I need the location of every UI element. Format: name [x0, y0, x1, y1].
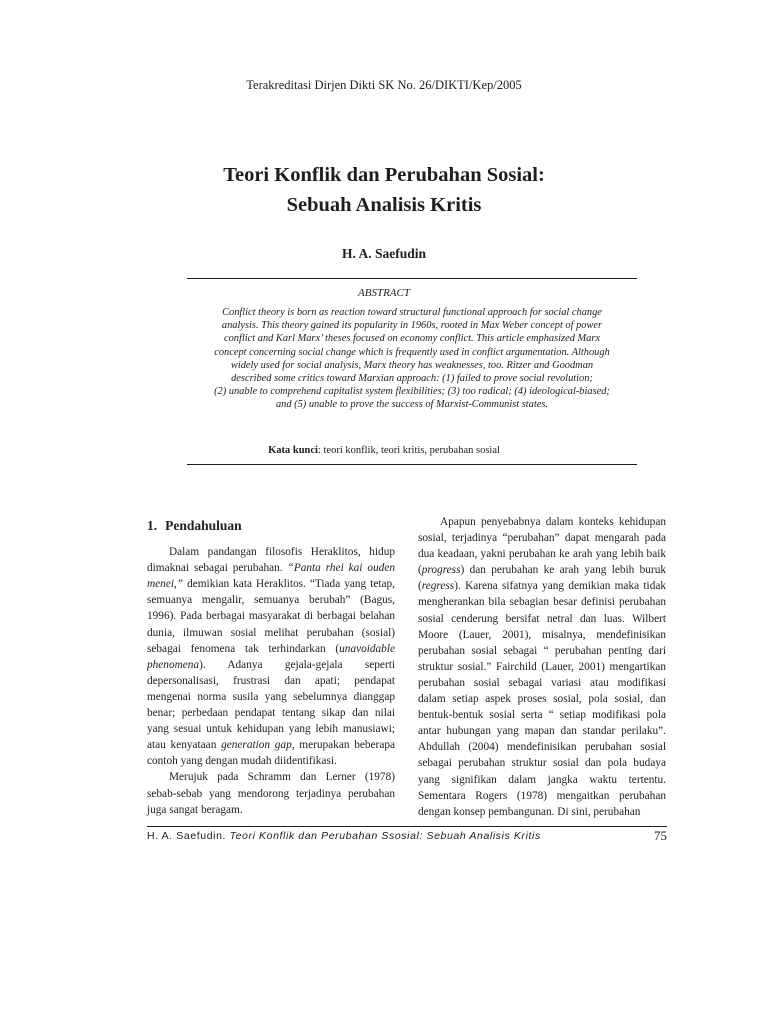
text-run: demikian kata Heraklitos. “Tiada yang tetap, semuanya mengalir, semuanya berubah” (Bagus, 1996). Pada berbagai masyarakat di berbagai belahan dunia, ilmuwan sosial melihat perubahan (sosial) sebagai fenomena tak terhindarkan (: [147, 578, 395, 655]
intro-paragraph-1: [147, 544, 395, 769]
article-title-line-2: Sebuah Analisis Kritis: [286, 194, 482, 216]
abstract-line: and (5) unable to prove the success of Marxist-Communist states.: [275, 399, 549, 411]
text-run: ) dan perubahan ke arah yang lebih buruk (: [418, 564, 666, 593]
abstract-line: Conflict theory is born as reaction toward structural functional approach for social change: [222, 307, 602, 318]
italic-term: unavoidable phenomena: [147, 642, 395, 671]
abstract-bottom-rule: [187, 464, 637, 465]
abstract-top-rule: [187, 278, 637, 279]
abstract-text: [182, 306, 642, 412]
abstract-line: (2) unable to comprehend capitalist system flexibilities; (3) too radical; (4) ideological-biased;: [214, 386, 610, 398]
section-heading: [147, 518, 395, 534]
article-title-line-1: Teori Konflik dan Perubahan Sosial:: [223, 164, 545, 186]
italic-term: regress: [421, 580, 455, 593]
intro-paragraph-2: Merujuk pada Schramm dan Lerner (1978) sebab-sebab yang mendorong terjadinya perubahan juga sangat beragam.: [147, 771, 395, 816]
right-column: [418, 514, 666, 820]
journal-accreditation: Terakreditasi Dirjen Dikti SK No. 26/DIKTI/Kep/2005: [246, 78, 522, 92]
abstract-label: ABSTRACT: [358, 287, 410, 299]
italic-term: progress: [421, 564, 461, 577]
keywords-value: : teori konflik, teori kritis, perubahan sosial: [317, 445, 500, 456]
keywords-label: Kata kunci: [268, 445, 318, 456]
text-run: ). Adanya gejala-gejala seperti depersonalisasi, frustrasi dan apati; pendapat mengenai norma susila yang sebelumnya dianggap benar; perbedaan pendapat tentang sikap dan nilai yang sesuai untuk kehidupan yang lebih manusiawi; atau kenyataan: [147, 658, 395, 752]
section-title: Pendahuluan: [165, 518, 242, 533]
italic-quote: “Panta rhei kai ouden menei,”: [147, 562, 395, 591]
keywords: [0, 445, 768, 456]
text-run: ). Karena sifatnya yang demikian maka tidak mengherankan bila sebagian besar definisi perubahan sosial cenderung bersifat netral dan luas. Wilbert Moore (Lauer, 2001), misalnya, mendefinisikan perubahan sosial sebagai “ perubahan penting dari struktur sosial.” Fairchild (Lauer, 2001) mengartikan perubahan sosial sebagai variasi atau modifikasi dalam setiap aspek proses sosial, pola sosial, dan bentuk-bentuk sosial serta “ setiap modifikasi pola antar hubungan yang mapan dan standar perilaku”. Abdullah (2004) mendefinisikan perubahan sosial sebagai perubahan struktur sosial dan pola budaya yang signifikan dalam jangka waktu tertentu. Sementara Rogers (1978) mengaitkan perubahan dengan konsep pembangunan. Di sini, perubahan: [418, 580, 666, 818]
abstract-line: analysis. This theory gained its popularity in 1960s, rooted in Max Weber concept of power: [221, 320, 603, 332]
text-run: merupakan beberapa contoh yang dengan mudah diidentifikasi.: [147, 739, 395, 768]
footer-rule: [147, 826, 667, 827]
section-number: 1.: [147, 518, 158, 533]
abstract-line: described some critics toward Marxian approach: (1) failed to prove social revolution;: [231, 373, 593, 385]
body-paragraph: [418, 514, 666, 820]
italic-term: generation gap,: [221, 739, 295, 752]
page-number: 75: [654, 828, 667, 843]
text-run: Apapun penyebabnya dalam konteks kehidupan sosial, terjadinya “perubahan” dapat mengarah pada dua keadaan, yakni perubahan ke arah yang lebih baik (: [418, 516, 666, 577]
abstract-line: conflict and Karl Marx’ theses focused on economy conflict. This article emphasized Marx: [223, 333, 600, 345]
running-footer: [147, 830, 667, 842]
footer-title: Teori Konflik dan Perubahan Ssosial: Sebuah Analisis Kritis: [229, 830, 541, 842]
article-author: H. A. Saefudin: [341, 246, 427, 261]
left-column: [147, 514, 395, 818]
abstract-line: widely used for social analysis, Marx theory has weaknesses, too. Ritzer and Goodman: [230, 359, 594, 371]
abstract-line: concept concerning social change which is frequently used in conflict argumentation. Although: [214, 346, 610, 358]
text-run: Dalam pandangan filosofis Heraklitos, hidup dimaknai sebagai perubahan.: [147, 546, 395, 575]
footer-author: H. A. Saefudin.: [147, 830, 230, 842]
article-title: [0, 160, 768, 220]
